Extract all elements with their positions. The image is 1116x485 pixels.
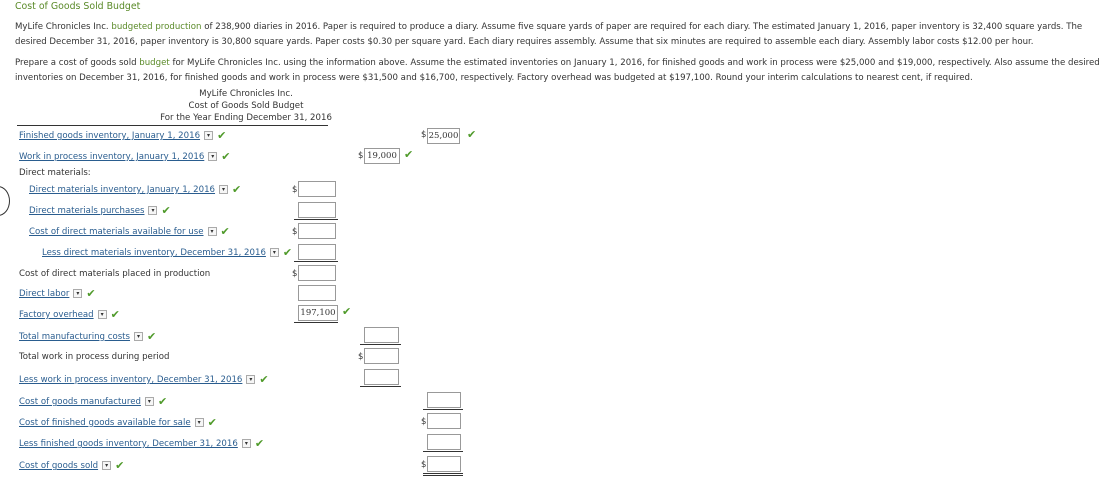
dollar-sign: $ bbox=[421, 460, 427, 470]
finished-goods-jan-input[interactable]: 25,000 bbox=[427, 128, 460, 144]
total-manufacturing-input[interactable] bbox=[364, 327, 399, 343]
check-icon: ✔ bbox=[221, 150, 231, 163]
underline bbox=[294, 261, 338, 262]
row-dm-dec bbox=[42, 246, 292, 259]
row-wip-dec bbox=[19, 373, 269, 386]
budgeted-production-link[interactable]: budgeted production bbox=[111, 22, 202, 32]
row-finished-goods-jan bbox=[19, 129, 226, 142]
check-icon: ✔ bbox=[467, 128, 477, 141]
chevron-down-icon[interactable]: ▾ bbox=[73, 289, 82, 298]
dollar-sign: $ bbox=[421, 417, 427, 427]
check-icon: ✔ bbox=[157, 395, 168, 408]
cfgas-select[interactable]: Cost of finished goods available for sale bbox=[19, 418, 191, 428]
check-icon: ✔ bbox=[110, 308, 120, 321]
factory-overhead-select[interactable]: Factory overhead bbox=[19, 310, 94, 320]
cgm-select[interactable]: Cost of goods manufactured bbox=[19, 397, 141, 407]
total-manufacturing-select[interactable]: Total manufacturing costs bbox=[19, 332, 131, 342]
dm-available-select[interactable]: Cost of direct materials available for use bbox=[29, 227, 204, 237]
dollar-sign: $ bbox=[421, 130, 427, 140]
row-cgm bbox=[19, 395, 167, 408]
report-name-header: Cost of Goods Sold Budget bbox=[188, 101, 304, 111]
instruction-text: Prepare a cost of goods sold bbox=[15, 58, 137, 68]
row-dm-jan bbox=[29, 183, 241, 196]
page-title: Cost of Goods Sold Budget bbox=[15, 1, 141, 12]
chevron-down-icon[interactable]: ▾ bbox=[270, 248, 279, 257]
dm-dec-input[interactable] bbox=[298, 244, 336, 260]
problem-paragraph-2 bbox=[15, 56, 1111, 86]
check-icon: ✔ bbox=[86, 287, 96, 300]
underline bbox=[360, 386, 401, 387]
chevron-down-icon[interactable]: ▾ bbox=[208, 152, 217, 161]
row-factory-overhead bbox=[19, 308, 120, 321]
chevron-down-icon[interactable]: ▾ bbox=[219, 185, 228, 194]
dm-jan-select[interactable]: Direct materials inventory, January 1, 2016 bbox=[29, 185, 216, 195]
wip-dec-input[interactable] bbox=[364, 369, 399, 385]
check-icon: ✔ bbox=[404, 148, 414, 161]
fg-dec-input[interactable] bbox=[427, 434, 461, 450]
underline bbox=[423, 451, 463, 452]
fg-dec-select[interactable]: Less finished goods inventory, December 31, 2016 bbox=[19, 439, 238, 449]
check-icon: ✔ bbox=[282, 246, 293, 259]
dm-jan-input[interactable] bbox=[298, 181, 336, 197]
problem-text-1: of 238,900 diaries in 2016. Paper is required to produce a diary. Assume five square yards of paper are required for each diary. The estimated January 1, 2016, paper inventory is 32,400 square yards. The desired December 31, 2016, paper inventory is 30,800 square yards. Paper costs $0.30 per square yard. Each diary requires assembly. Assume that six minutes are required to assemble each diary. Assembly labor costs $12.00 per hour. bbox=[15, 22, 1083, 47]
underline bbox=[423, 409, 463, 410]
company-text: MyLife Chronicles Inc. bbox=[15, 22, 109, 32]
dollar-sign: $ bbox=[292, 185, 298, 195]
wip-jan-select[interactable]: Work in process inventory, January 1, 2016 bbox=[19, 152, 205, 162]
check-icon: ✔ bbox=[207, 416, 217, 429]
direct-labor-select[interactable]: Direct labor bbox=[19, 289, 70, 299]
row-dm-purchases bbox=[29, 204, 171, 217]
chevron-down-icon[interactable]: ▾ bbox=[148, 206, 157, 215]
cfgas-input[interactable] bbox=[427, 413, 461, 429]
chevron-down-icon[interactable]: ▾ bbox=[145, 397, 154, 406]
direct-materials-label: Direct materials: bbox=[19, 168, 91, 178]
period-header: For the Year Ending December 31, 2016 bbox=[160, 113, 332, 123]
check-icon: ✔ bbox=[161, 204, 171, 217]
budget-link[interactable]: budget bbox=[139, 58, 170, 68]
cgm-input[interactable] bbox=[427, 392, 461, 408]
check-icon: ✔ bbox=[115, 459, 125, 472]
chevron-down-icon[interactable]: ▾ bbox=[204, 131, 213, 140]
direct-labor-input[interactable] bbox=[298, 285, 336, 301]
chevron-down-icon[interactable]: ▾ bbox=[98, 310, 107, 319]
partial-circle-icon bbox=[0, 186, 10, 216]
dm-purchases-input[interactable] bbox=[298, 202, 336, 218]
chevron-down-icon[interactable]: ▾ bbox=[195, 418, 204, 427]
double-underline-top bbox=[423, 473, 463, 474]
row-total-manufacturing bbox=[19, 330, 156, 343]
dollar-sign: $ bbox=[358, 352, 364, 362]
dm-production-input[interactable] bbox=[298, 265, 336, 281]
row-cfgas bbox=[19, 416, 217, 429]
dm-purchases-select[interactable]: Direct materials purchases bbox=[29, 206, 145, 216]
check-icon: ✔ bbox=[254, 437, 265, 450]
dollar-sign: $ bbox=[358, 151, 364, 161]
dm-production-label: Cost of direct materials placed in production bbox=[19, 269, 211, 279]
factory-overhead-input[interactable]: 197,100 bbox=[298, 305, 338, 321]
check-icon: ✔ bbox=[217, 129, 227, 142]
cogs-input[interactable] bbox=[427, 456, 461, 472]
row-dm-available bbox=[29, 225, 230, 238]
underline bbox=[294, 219, 338, 220]
row-cogs bbox=[19, 459, 124, 472]
chevron-down-icon[interactable]: ▾ bbox=[242, 439, 251, 448]
wip-jan-input[interactable]: 19,000 bbox=[364, 148, 400, 164]
row-fg-dec bbox=[19, 437, 264, 450]
chevron-down-icon[interactable]: ▾ bbox=[134, 332, 143, 341]
total-wip-input[interactable] bbox=[364, 348, 399, 364]
dm-available-input[interactable] bbox=[298, 223, 336, 239]
wip-dec-select[interactable]: Less work in process inventory, December 31, 2016 bbox=[19, 375, 243, 385]
problem-text-2: for MyLife Chronicles Inc. using the information above. Assume the estimated inventories on January 1, 2016, for finished goods and work in process were $25,000 and $19,000, respectively. Also assume the desired inventories on December 31, 2016, for finished goods and work in process were $31,500 and $16,700, respectively. Factory overhead was budgeted at $197,100. Round your interim calculations to nearest cent, if required. bbox=[15, 58, 1100, 83]
chevron-down-icon[interactable]: ▾ bbox=[208, 227, 217, 236]
check-icon: ✔ bbox=[232, 183, 242, 196]
finished-goods-jan-select[interactable]: Finished goods inventory, January 1, 2016 bbox=[19, 131, 201, 141]
company-name-header: MyLife Chronicles Inc. bbox=[199, 89, 293, 99]
check-icon: ✔ bbox=[342, 305, 352, 318]
check-icon: ✔ bbox=[220, 225, 230, 238]
underline bbox=[294, 322, 338, 323]
check-icon: ✔ bbox=[259, 373, 269, 386]
cogs-select[interactable]: Cost of goods sold bbox=[19, 461, 99, 471]
problem-paragraph-1 bbox=[15, 20, 1111, 50]
total-wip-label: Total work in process during period bbox=[19, 352, 170, 362]
row-wip-jan bbox=[19, 150, 231, 163]
row-direct-labor bbox=[19, 287, 96, 300]
double-underline-bottom bbox=[423, 475, 463, 476]
chevron-down-icon[interactable]: ▾ bbox=[102, 461, 111, 470]
underline bbox=[360, 344, 401, 345]
chevron-down-icon[interactable]: ▾ bbox=[246, 375, 255, 384]
dollar-sign: $ bbox=[292, 269, 298, 279]
dm-dec-select[interactable]: Less direct materials inventory, December 31, 2016 bbox=[42, 248, 266, 258]
header-rule bbox=[17, 125, 328, 126]
check-icon: ✔ bbox=[147, 330, 157, 343]
dollar-sign: $ bbox=[292, 227, 298, 237]
